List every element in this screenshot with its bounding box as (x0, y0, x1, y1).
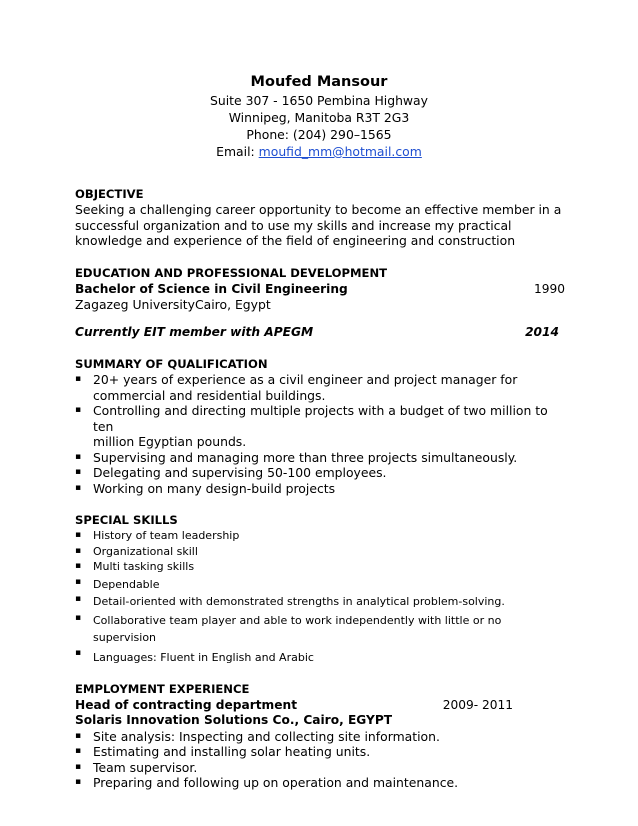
position-row (75, 697, 565, 713)
education-section (75, 265, 565, 341)
bullet-icon: ▪ (75, 594, 82, 604)
objective-line: successful organization and to use my skills and increase my practical (75, 217, 512, 233)
objective-section (75, 186, 565, 249)
objective-line: Seeking a challenging career opportunity to become an effective member in a (75, 202, 562, 217)
list-item: ▪ Delegating and supervising 50-100 employees. (75, 465, 387, 480)
list-item: ▪ Preparing and following up on operation and maintenance. (75, 775, 459, 790)
bullet-icon: ▪ (75, 730, 82, 741)
list-item: ▪ Detail-oriented with demonstrated strengths in analytical problem-solving. (75, 594, 505, 608)
employment-dates: 2009- 2011 (442, 698, 513, 712)
objective-title: OBJECTIVE (75, 187, 144, 201)
employment-title: EMPLOYMENT EXPERIENCE (75, 682, 250, 696)
objective-line: knowledge and experience of the field of engineering and construction (75, 233, 516, 248)
list-item: ▪ Dependable (75, 576, 160, 591)
address-line-2: Winnipeg, Manitoba R3T 2G3 (228, 110, 410, 125)
bullet-icon: ▪ (75, 374, 82, 384)
summary-list (75, 372, 565, 496)
bullet-icon: ▪ (75, 545, 82, 556)
list-item: ▪ 20+ years of experience as a civil engineer and project manager for commercial and residential buildings. (75, 372, 518, 403)
eit-year: 2014 (525, 325, 559, 339)
employment-section (75, 681, 565, 791)
list-item: ▪ Controlling and directing multiple projects with a budget of two million to ten million Egyptian pounds. (75, 403, 548, 449)
bullet-icon: ▪ (75, 746, 82, 756)
summary-title: SUMMARY OF QUALIFICATION (75, 357, 268, 371)
degree-name: Bachelor of Science in Civil Engineering (75, 281, 348, 296)
list-item: ▪ Working on many design-build projects (75, 480, 336, 496)
position-title: Head of contracting department (75, 698, 298, 712)
employment-duties-list (75, 729, 565, 791)
bullet-icon: ▪ (75, 405, 82, 415)
resume-body (75, 186, 565, 791)
list-item: ▪ Multi tasking skills (75, 560, 195, 573)
email-line (0, 143, 638, 160)
skills-list (75, 528, 565, 665)
candidate-name: Moufed Mansour (250, 74, 388, 90)
list-item: ▪ Organizational skill (75, 544, 198, 558)
list-item: ▪ Languages: Fluent in English and Arabic (75, 647, 314, 664)
list-item: ▪ Estimating and installing solar heating units. (75, 744, 371, 759)
bullet-icon: ▪ (75, 647, 82, 658)
bullet-icon: ▪ (75, 530, 82, 540)
bullet-icon: ▪ (75, 777, 82, 787)
bullet-icon: ▪ (75, 451, 82, 462)
skills-title: SPECIAL SKILLS (75, 513, 178, 527)
email-link[interactable]: moufid_mm@hotmail.com (258, 144, 422, 159)
phone-line: Phone: (204) 290–1565 (246, 127, 392, 142)
bullet-icon: ▪ (75, 467, 82, 477)
degree-year: 1990 (533, 281, 565, 296)
summary-section (75, 356, 565, 496)
email-label: Email: (216, 144, 255, 159)
eit-row (75, 324, 565, 340)
resume-header (0, 73, 638, 160)
list-item: ▪ History of team leadership (75, 529, 240, 542)
education-title: EDUCATION AND PROFESSIONAL DEVELOPMENT (75, 265, 388, 280)
bullet-icon: ▪ (75, 761, 82, 772)
bullet-icon: ▪ (75, 561, 82, 571)
company-name: Solaris Innovation Solutions Co., Cairo, EGYPT (75, 713, 393, 727)
school-name: Zagazeg UniversityCairo, Egypt (75, 296, 271, 312)
degree-row (75, 281, 565, 297)
eit-membership: Currently EIT member with APEGM (75, 325, 314, 339)
list-item: ▪ Site analysis: Inspecting and collecting site information. (75, 728, 440, 744)
list-item: ▪ Collaborative team player and able to work independently with little or no supervision (75, 610, 565, 646)
skills-section (75, 512, 565, 665)
bullet-icon: ▪ (75, 612, 82, 623)
bullet-icon: ▪ (75, 482, 82, 493)
list-item: ▪ Team supervisor. (75, 759, 198, 775)
address-line-1: Suite 307 - 1650 Pembina Highway (209, 93, 428, 108)
list-item: ▪ Supervising and managing more than three projects simultaneously. (75, 449, 518, 465)
bullet-icon: ▪ (75, 576, 82, 587)
